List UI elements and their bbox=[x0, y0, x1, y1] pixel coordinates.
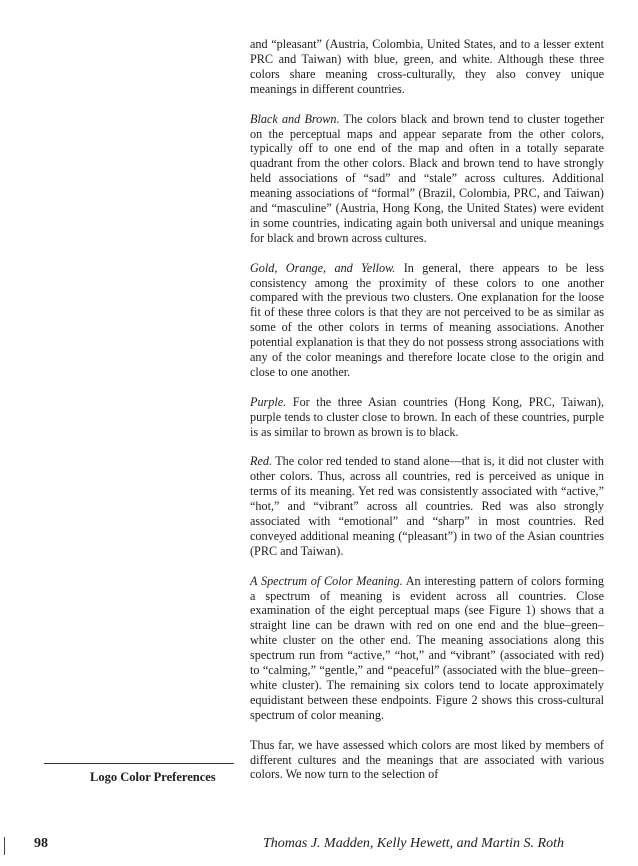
section-black-brown bbox=[250, 112, 604, 246]
section-text: An interesting pattern of colors forming a spectrum of meaning is evident across all countries. Close examination of the eight perceptual maps (see Figure 1) shows that a straight line can be drawn with red on one end and the blue–green–white cluster on the other end. The meaning associations along this spectrum run from “active,” “hot,” and “vibrant” (associated with red) to “calming,” “gentle,” and “peaceful” (associated with the blue–green–white cluster). The remaining six colors tend to locate approximately equidistant between these endpoints. Figure 2 shows this cross-cultural spectrum of color meaning. bbox=[250, 573, 604, 722]
section-text: The colors black and brown tend to cluster together on the perceptual maps and appear separate from the other colors, typically off to one end of the map and often in a totally separate quadrant from the other colors. Black and brown tend to have strongly held associations of “sad” and “stale” across cultures. Additional meaning associations of “formal” (Brazil, Colombia, PRC, and Taiwan) and “masculine” (Austria, Hong Kong, the United States) were evident in some countries, indicating again both universal and unique meanings for black and brown across cultures. bbox=[250, 111, 605, 245]
section-red bbox=[250, 454, 604, 558]
runin-heading: Red. bbox=[250, 454, 272, 469]
paragraph-continued: and “pleasant” (Austria, Colombia, United States, and to a lesser extent PRC and Taiwan) with blue, green, and white. Although these three colors share meaning cross-culturally, they also convey unique meanings in different countries. bbox=[250, 37, 604, 96]
section-text: The color red tended to stand alone—that is, it did not cluster with other colors. Thus, across all countries, red is perceived as unique in terms of its meaning. Yet red was consistently associated with “active,” “hot,” and “vibrant” across all countries. Red was also strongly associated with “emotional” and “sharp” in most countries. Red conveyed additional meaning (“pleasant”) in two of the Asian countries (PRC and Taiwan). bbox=[250, 454, 604, 558]
sidebar-rule bbox=[44, 763, 234, 764]
runin-heading: Black and Brown. bbox=[250, 111, 340, 126]
section-text: In general, there appears to be less consistency among the proximity of these colors to one another compared with the previous two clusters. One explanation for the loose fit of these three colors is that they are not perceived to be as similar as some of the other colors in terms of meaning associations. Another potential explanation is that they do not possess strong associations with any of the color meanings and therefore locate close to the origin and close to one another. bbox=[250, 260, 604, 380]
folio-rule bbox=[4, 837, 5, 855]
runin-heading: A Spectrum of Color Meaning. bbox=[250, 573, 403, 588]
runin-heading: Purple. bbox=[250, 394, 287, 409]
section-purple bbox=[250, 395, 604, 440]
section-spectrum bbox=[250, 574, 604, 723]
runin-heading: Gold, Orange, and Yellow. bbox=[250, 260, 396, 275]
sidebar-heading: Logo Color Preferences bbox=[90, 770, 216, 784]
section-gold-orange-yellow bbox=[250, 261, 604, 380]
paragraph-closing: Thus far, we have assessed which colors are most liked by members of different cultures and the meanings that are associated with various colors. We now turn to the selection of bbox=[250, 737, 604, 782]
body-column bbox=[250, 37, 604, 782]
section-text: For the three Asian countries (Hong Kong, PRC, Taiwan), purple tends to cluster close to brown. In each of these countries, purple is as similar to brown as brown is to black. bbox=[250, 394, 604, 439]
page-number: 98 bbox=[34, 836, 48, 851]
running-footer-authors: Thomas J. Madden, Kelly Hewett, and Martin S. Roth bbox=[263, 836, 564, 851]
